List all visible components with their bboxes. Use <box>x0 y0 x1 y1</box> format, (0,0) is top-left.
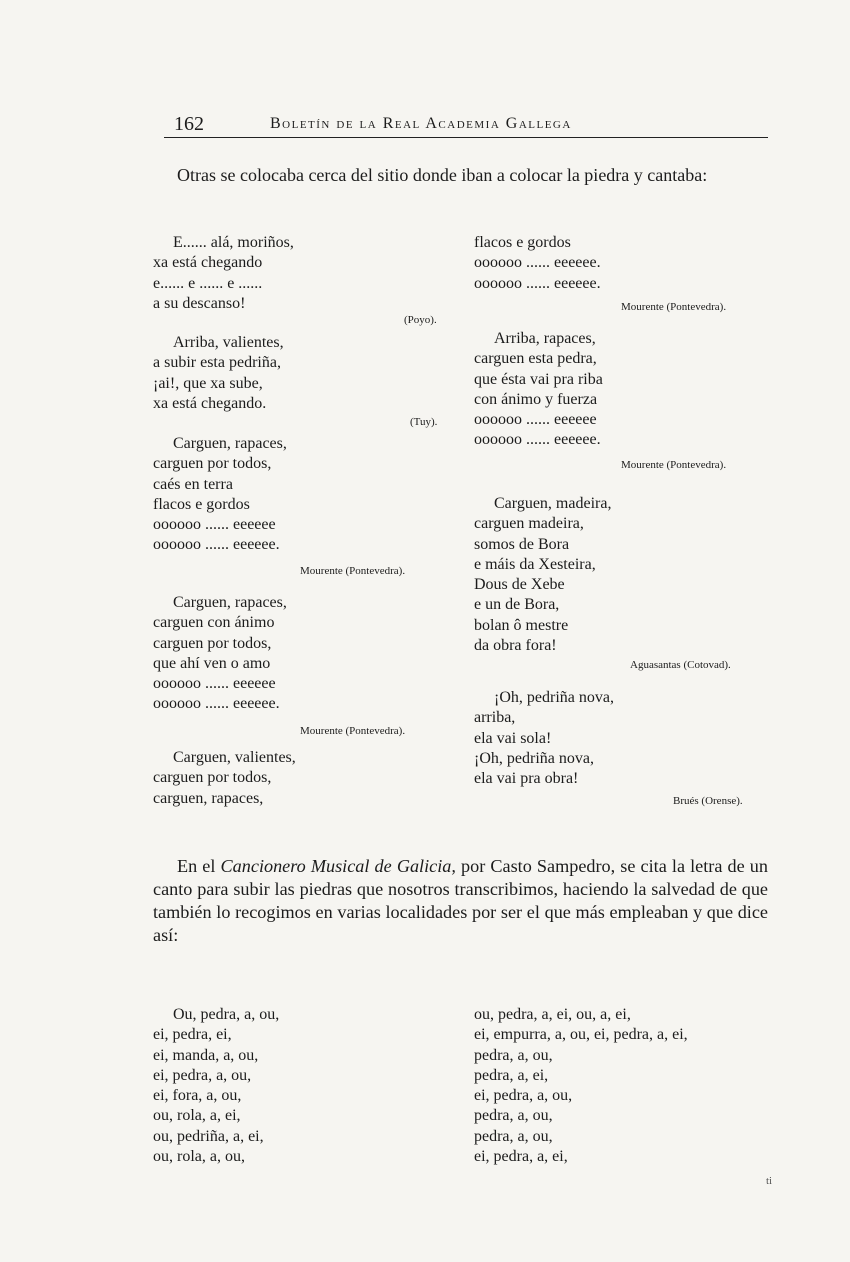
verse-source: Aguasantas (Cotovad). <box>630 659 731 671</box>
verse-line: ela vai pra obra! <box>474 770 579 788</box>
paragraph-text: por Casto Sampedro, se cita la letra de un canto para subir las piedras que nosotros transcribimos, haciendo la salvedad de que también lo recogimos en varias localidades por ser el que más empleaban y que dice así: <box>153 856 768 945</box>
verse-line: E...... alá, moriños, <box>173 234 294 251</box>
verse-line: carguen, rapaces, <box>153 789 264 807</box>
verse-line: ou, pedriña, a, ei, <box>153 1127 264 1145</box>
verse-line: Dous de Xebe <box>474 576 565 594</box>
verse-line: Ou, pedra, a, ou, <box>173 1006 280 1023</box>
verse-source: Mourente (Pontevedra). <box>300 565 406 577</box>
corner-mark: ti <box>766 1175 773 1187</box>
verse-stanza <box>153 593 287 715</box>
body-paragraph <box>153 855 768 947</box>
page-header <box>164 113 768 141</box>
book-title: Cancionero Musical de Galicia, <box>220 856 456 876</box>
verse-line: pedra, a, ou, <box>474 1046 553 1064</box>
verse-line: oooooo ...... eeeeee. <box>153 536 280 554</box>
verse-stanza <box>474 233 601 294</box>
verse-line: oooooo ...... eeeeee. <box>474 274 601 292</box>
verse-line: oooooo ...... eeeeee <box>153 516 276 534</box>
verse-line: oooooo ...... eeeeee. <box>153 695 280 713</box>
verse-stanza <box>153 434 287 556</box>
verse-source: Mourente (Pontevedra). <box>300 725 406 737</box>
verse-line: carguen madeira, <box>474 515 584 533</box>
verse-stanza <box>153 333 284 414</box>
verse-line: e un de Bora, <box>474 596 560 614</box>
verse-line: ela vai sola! <box>474 729 552 747</box>
verse-source: Mourente (Pontevedra). <box>621 301 727 313</box>
verse-line: carguen con ánimo <box>153 614 275 632</box>
verse-line: ei, pedra, a, ei, <box>474 1148 568 1166</box>
verse-line: da obra fora! <box>474 637 557 655</box>
verse-line: ¡ai!, que xa sube, <box>153 374 263 392</box>
verse-stanza <box>474 688 614 789</box>
verse-line: ei, fora, a, ou, <box>153 1087 242 1105</box>
verse-line: ei, manda, a, ou, <box>153 1046 259 1064</box>
verse-source: Mourente (Pontevedra). <box>621 459 727 471</box>
verse-line: e máis da Xesteira, <box>474 555 596 573</box>
verse-line: xa está chegando <box>153 254 263 272</box>
verse-line: Carguen, rapaces, <box>173 594 287 611</box>
verse-line: que ésta vai pra riba <box>474 370 603 388</box>
verse-line: Arriba, rapaces, <box>494 330 596 347</box>
verse-line: Carguen, valientes, <box>173 749 296 766</box>
verse-stanza <box>153 748 296 809</box>
verse-line: ou, rola, a, ei, <box>153 1107 241 1125</box>
verse-line: ei, pedra, ei, <box>153 1026 232 1044</box>
verse-source: (Tuy). <box>410 416 438 428</box>
verse-line: pedra, a, ou, <box>474 1107 553 1125</box>
verse-line: que ahí ven o amo <box>153 654 271 672</box>
verse-line: Carguen, madeira, <box>494 495 612 512</box>
verse-line: xa está chegando. <box>153 394 267 412</box>
paragraph-text: En el <box>177 856 221 876</box>
verse-line: ei, pedra, a, ou, <box>474 1087 573 1105</box>
verse-line: ei, empurra, a, ou, ei, pedra, a, ei, <box>474 1026 688 1044</box>
verse-line: ¡Oh, pedriña nova, <box>474 749 594 767</box>
verse-line: carguen esta pedra, <box>474 350 597 368</box>
verse-line: oooooo ...... eeeeee. <box>474 431 601 449</box>
verse-stanza <box>474 329 603 451</box>
verse-line: a subir esta pedriña, <box>153 354 281 372</box>
verse-stanza <box>474 1005 688 1167</box>
verse-line: carguen por todos, <box>153 455 272 473</box>
verse-stanza <box>153 233 294 314</box>
verse-line: oooooo ...... eeeeee <box>153 675 276 693</box>
verse-source: Brués (Orense). <box>673 795 743 807</box>
verse-line: ei, pedra, a, ou, <box>153 1066 252 1084</box>
running-title: Boletín de la Real Academia Gallega <box>270 115 572 132</box>
intro-paragraph: Otras se colocaba cerca del sitio donde iban a colocar la piedra y cantaba: <box>177 165 708 185</box>
verse-line: ¡Oh, pedriña nova, <box>494 689 614 706</box>
verse-line: con ánimo y fuerza <box>474 390 598 408</box>
verse-line: oooooo ...... eeeeee. <box>474 254 601 272</box>
verse-line: pedra, a, ei, <box>474 1066 549 1084</box>
verse-line: oooooo ...... eeeeee <box>474 411 597 429</box>
verse-line: bolan ô mestre <box>474 616 569 634</box>
verse-line: pedra, a, ou, <box>474 1127 553 1145</box>
verse-line: carguen por todos, <box>153 769 272 787</box>
verse-line: caés en terra <box>153 475 233 493</box>
verse-line: e...... e ...... e ...... <box>153 274 263 292</box>
verse-source: (Poyo). <box>404 314 437 326</box>
verse-stanza <box>474 494 611 656</box>
verse-line: carguen por todos, <box>153 634 272 652</box>
verse-line: somos de Bora <box>474 535 570 553</box>
verse-line: a su descanso! <box>153 294 246 312</box>
verse-line: Arriba, valientes, <box>173 334 284 351</box>
page-number: 162 <box>174 113 204 135</box>
verse-line: ou, pedra, a, ei, ou, a, ei, <box>474 1006 631 1023</box>
verse-line: Carguen, rapaces, <box>173 435 287 452</box>
verse-line: arriba, <box>474 709 516 727</box>
verse-stanza <box>153 1005 279 1167</box>
verse-line: flacos e gordos <box>153 495 250 513</box>
verse-line: ou, rola, a, ou, <box>153 1148 245 1166</box>
header-rule <box>164 137 768 138</box>
verse-line: flacos e gordos <box>474 234 571 251</box>
